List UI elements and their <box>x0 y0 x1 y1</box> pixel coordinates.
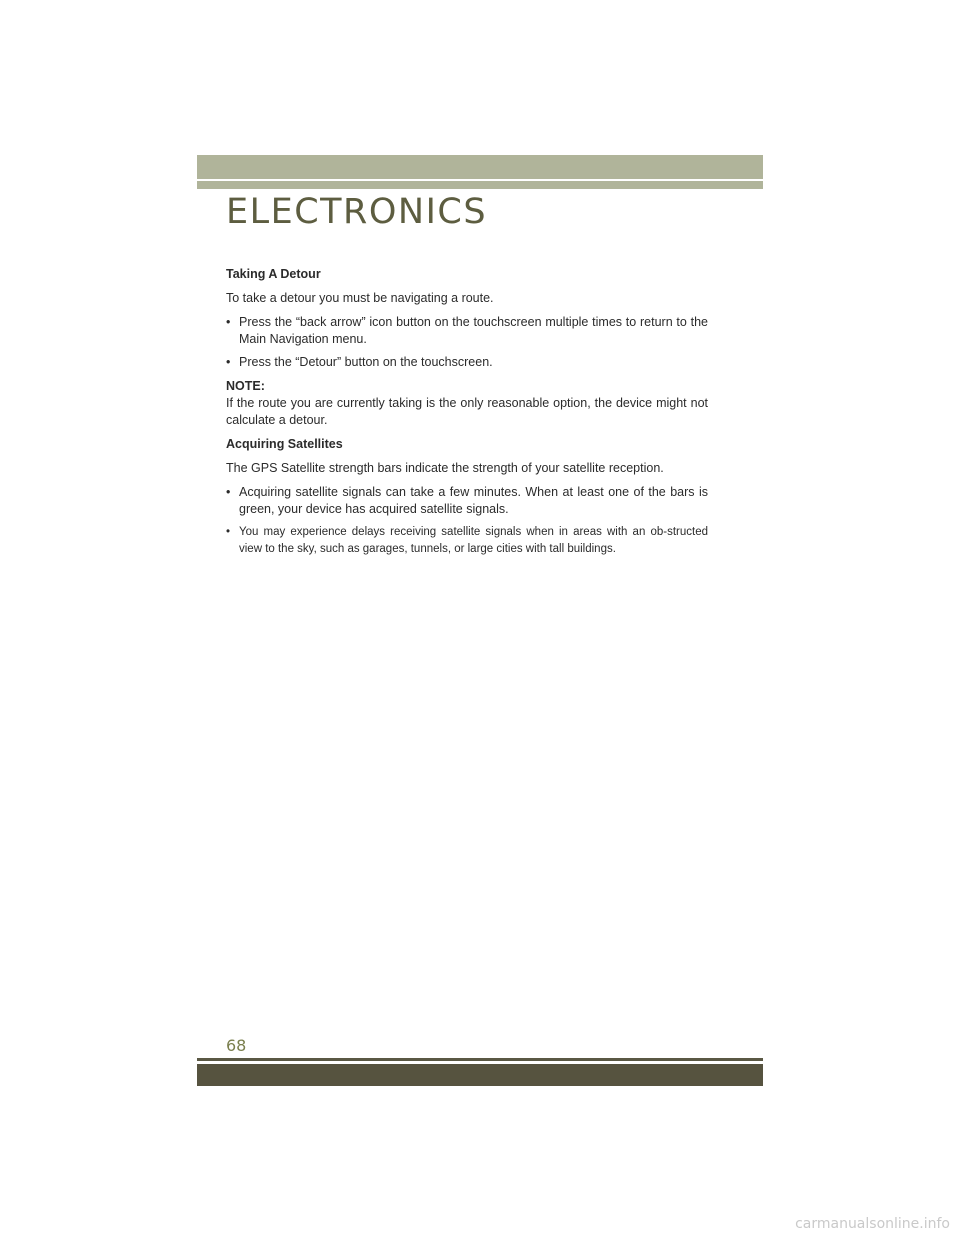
bullet-icon: • <box>226 485 231 499</box>
detour-heading: Taking A Detour <box>226 267 321 281</box>
list-item <box>226 354 708 371</box>
header-bar-rule <box>197 181 763 189</box>
detour-steps-list <box>226 314 708 371</box>
bullet-icon: • <box>226 355 231 369</box>
list-item <box>226 314 708 348</box>
list-item-text: Acquiring satellite signals can take a few minutes. When at least one of the bars is green, your device has acquired satellite signals. <box>239 485 708 516</box>
satellites-intro: The GPS Satellite strength bars indicate the strength of your satellite reception. <box>226 461 664 475</box>
header-bar <box>197 155 763 179</box>
note-block <box>226 378 708 429</box>
detour-intro: To take a detour you must be navigating a route. <box>226 291 494 305</box>
watermark: carmanualsonline.info <box>795 1216 950 1232</box>
satellites-heading: Acquiring Satellites <box>226 437 343 451</box>
satellites-list <box>226 484 708 558</box>
section-title: ELECTRONICS <box>226 192 488 232</box>
list-item <box>226 524 708 558</box>
bullet-icon: • <box>226 315 231 329</box>
list-item-text: You may experience delays receiving satellite signals when in areas with an ob-structed view to the sky, such as garages, tunnels, or large cities with tall buildings. <box>239 526 708 555</box>
note-text: If the route you are currently taking is the only reasonable option, the device might not calculate a detour. <box>226 396 708 427</box>
list-item-text: Press the “back arrow” icon button on the touchscreen multiple times to return to the Main Navigation menu. <box>239 315 708 346</box>
page-content <box>226 266 708 565</box>
list-item <box>226 484 708 518</box>
page-number: 68 <box>226 1036 247 1055</box>
list-item-text: Press the “Detour” button on the touchscreen. <box>239 355 493 369</box>
note-label: NOTE: <box>226 379 265 393</box>
footer-rule <box>197 1058 763 1061</box>
footer-bar <box>197 1064 763 1086</box>
bullet-icon: • <box>226 526 231 538</box>
